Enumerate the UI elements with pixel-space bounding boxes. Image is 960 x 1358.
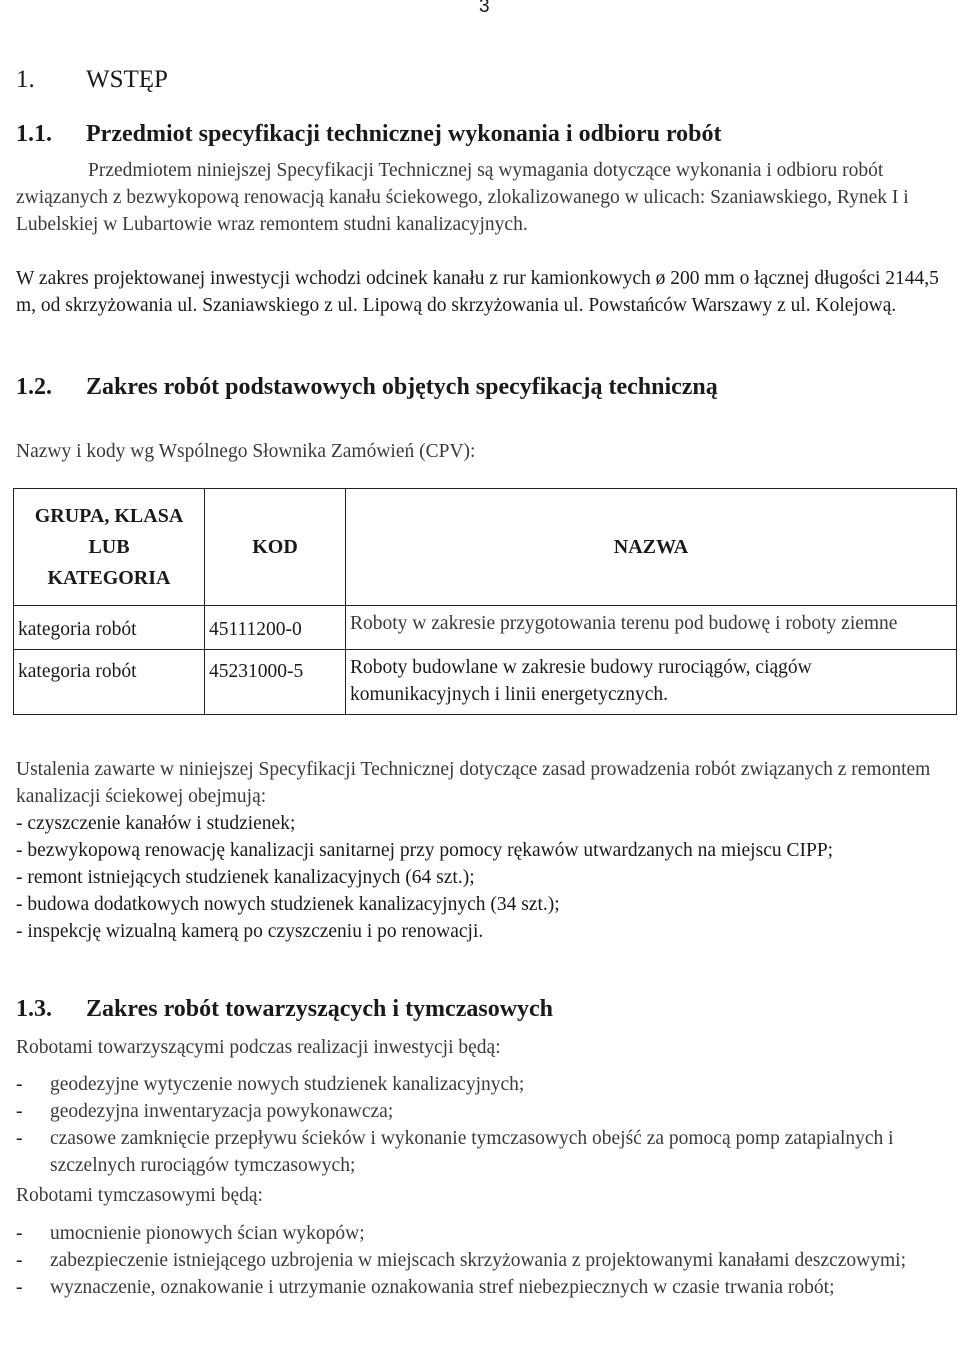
temporary-intro: Robotami tymczasowymi będą:: [16, 1185, 263, 1206]
section-heading-1-2: [16, 374, 718, 401]
table-row: [14, 606, 957, 650]
list-item: - remont istniejących studzienek kanalizacyjnych (64 szt.);: [16, 867, 475, 888]
list-item: - umocnienie pionowych ścian wykopów;: [16, 1223, 365, 1244]
cpv-table: [13, 488, 957, 715]
paragraph-investment-range: W zakres projektowanej inwestycji wchodzi odcinek kanału z rur kamionkowych ø 200 mm o łącznej długości 2144,5 m, od skrzyżowania ul. Szaniawskiego z ul. Lipową do skrzyżowania ul. Powstańców Warszawy z ul. Kolejową.: [16, 268, 939, 316]
header-group: GRUPA, KLASA LUB KATEGORIA: [14, 489, 205, 606]
row-category: kategoria robót: [14, 606, 205, 650]
section-title: WSTĘP: [86, 66, 168, 93]
section-number: 1.: [16, 66, 35, 93]
list-item: - czasowe zamknięcie przepływu ścieków i wykonanie tymczasowych obejść za pomocą pomp zatapialnych i szczelnych rurociągów tymczasowych;: [16, 1128, 894, 1176]
section-heading-1-1: [16, 121, 722, 148]
header-name: NAZWA: [346, 489, 957, 606]
section-number: 1.3.: [16, 996, 52, 1022]
accompanying-list: [16, 1071, 946, 1179]
section-number: 1.1.: [16, 121, 52, 147]
section-title: Zakres robót podstawowych objętych specyfikacją techniczną: [86, 374, 718, 400]
section-title: Przedmiot specyfikacji technicznej wykonania i odbioru robót: [86, 121, 722, 147]
list-item: - zabezpieczenie istniejącego uzbrojenia w miejscach skrzyżowania z projektowanymi kanałami deszczowymi;: [16, 1250, 907, 1271]
table-row: [14, 650, 957, 715]
list-item: - bezwykopową renowację kanalizacji sanitarnej przy pomocy rękawów utwardzanych na miejscu CIPP;: [16, 840, 834, 861]
row-code: 45111200-0: [205, 606, 346, 650]
row-category: kategoria robót: [14, 650, 205, 715]
list-item: - geodezyjna inwentaryzacja powykonawcza;: [16, 1101, 394, 1122]
findings-intro: Ustalenia zawarte w niniejszej Specyfikacji Technicznej dotyczące zasad prowadzenia robót związanych z remontem kanalizacji ściekowej obejmują:: [16, 759, 931, 807]
findings-list: [16, 810, 946, 945]
accompanying-intro: Robotami towarzyszącymi podczas realizacji inwestycji będą:: [16, 1037, 501, 1058]
row-name: Roboty w zakresie przygotowania terenu pod budowę i roboty ziemne: [346, 606, 957, 650]
row-name: Roboty budowlane w zakresie budowy rurociągów, ciągów komunikacyjnych i linii energetycznych.: [346, 650, 957, 715]
page-number: 3: [479, 0, 490, 17]
list-item: - inspekcję wizualną kamerą po czyszczeniu i po renowacji.: [16, 921, 484, 942]
section-heading-1-3: [16, 996, 553, 1023]
section-number: 1.2.: [16, 374, 52, 400]
table-header-row: [14, 489, 957, 606]
section-title: Zakres robót towarzyszących i tymczasowych: [86, 996, 554, 1022]
header-code: KOD: [205, 489, 346, 606]
temporary-list: [16, 1220, 946, 1301]
row-code: 45231000-5: [205, 650, 346, 715]
list-item: - budowa dodatkowych nowych studzienek kanalizacyjnych (34 szt.);: [16, 894, 560, 915]
paragraph-scope: Przedmiotem niniejszej Specyfikacji Technicznej są wymagania dotyczące wykonania i odbioru robót związanych z bezwykopową renowacją kanału ściekowego, zlokalizowanego w ulicach: Szaniawskiego, Rynek I i Lubelskiej w Lubartowie wraz remontem studni kanalizacyjnych.: [16, 160, 909, 235]
list-item: - wyznaczenie, oznakowanie i utrzymanie oznakowania stref niebezpiecznych w czasie trwania robót;: [16, 1277, 835, 1298]
cpv-intro: Nazwy i kody wg Wspólnego Słownika Zamówień (CPV):: [16, 441, 476, 462]
section-heading-1: [16, 66, 168, 94]
list-item: - czyszczenie kanałów i studzienek;: [16, 813, 296, 834]
list-item: - geodezyjne wytyczenie nowych studzienek kanalizacyjnych;: [16, 1074, 525, 1095]
